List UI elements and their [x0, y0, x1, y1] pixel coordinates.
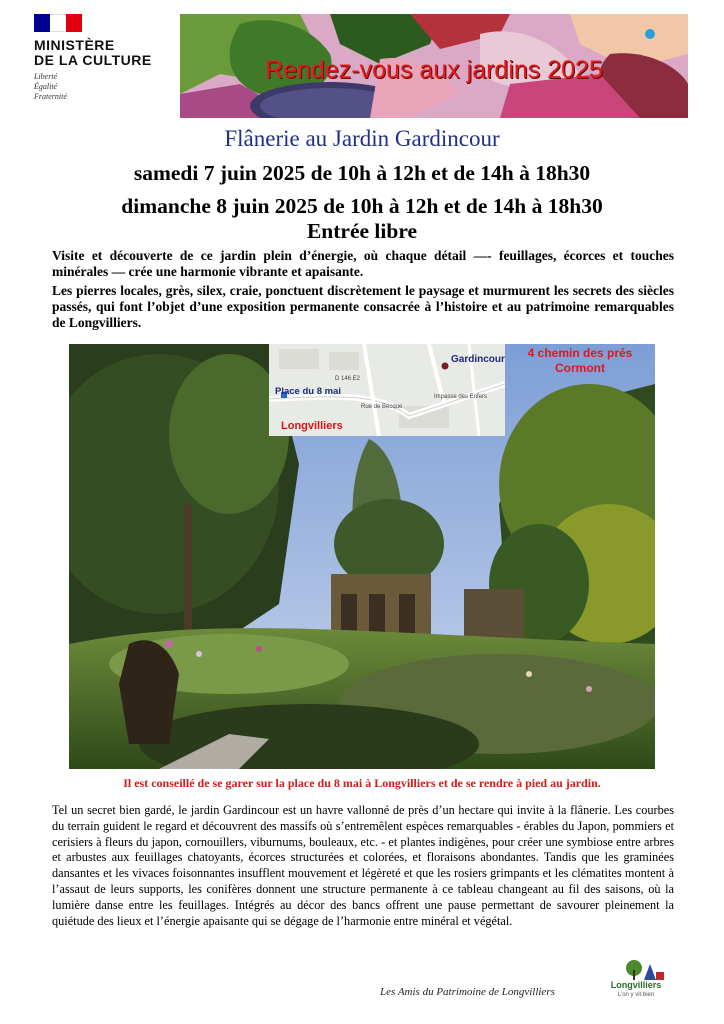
association-name: Les Amis du Patrimoine de Longvilliers	[380, 986, 555, 998]
date-sunday: dimanche 8 juin 2025 de 10h à 12h et de 14h à 18h30	[121, 194, 603, 218]
map-label-longvilliers: Longvilliers	[281, 420, 343, 432]
ministry-logo	[34, 14, 174, 114]
garden-photo	[69, 344, 655, 769]
map-road-d146: D 146 E2	[335, 376, 361, 382]
intro-paragraph-2: Les pierres locales, grès, silex, craie, ponctuent discrètement le paysage et murmurent les secrets des siècles passés, qui font l’objet d’une exposition permanente consacrée à l’histoire et au patrimoine remarquables de Longvilliers.	[52, 283, 674, 330]
town-logo-tagline: L'on y vit bien	[617, 992, 655, 998]
map-label-place: Place du 8 mai	[275, 386, 342, 397]
event-title: Flânerie au Jardin Gardincour	[224, 126, 500, 151]
ministry-name: MINISTÈRE DE LA CULTURE	[34, 37, 152, 68]
address-line-2: Cormont	[555, 361, 605, 375]
longvilliers-logo	[600, 958, 672, 1008]
town-logo-icon	[600, 958, 672, 982]
ministry-motto: Liberté Égalité Fraternité	[34, 72, 67, 101]
date-saturday: samedi 7 juin 2025 de 10h à 12h et de 14h à 18h30	[133, 161, 591, 185]
location-map	[269, 344, 505, 436]
parking-note: Il est conseillé de se garer sur la place du 8 mai à Longvilliers et de se rendre à pied au jardin.	[123, 776, 601, 790]
map-road-enfers: Impasse des Enfers	[434, 394, 488, 400]
entry-info: Entrée libre	[306, 219, 418, 243]
garden-address	[505, 346, 655, 376]
french-flag-icon	[34, 14, 82, 32]
town-logo-name: Longvilliers	[610, 980, 662, 990]
map-road-becque: Rue de Becque	[361, 404, 403, 410]
address-line-1: 4 chemin des prés	[527, 346, 633, 360]
garden-description: Tel un secret bien gardé, le jardin Gardincour est un havre vallonné de près d’un hectare qui invite à la flânerie. Les courbes du terrain guident le regard et découvrent des massifs où s’entremêlent espèces remarquables - érables du Japon, pommiers et cerisiers à fleurs du japon, cornouillers, viburnums, bouleaux, etc. - et plantes indigènes, pour créer une symbiose entre arbres et arbustes aux feuillages chatoyants, écorces structurées et colorées, et floraisons abondantes. Tandis que les graminées dansantes et les vivaces foisonnantes insufflent mouvement et légèreté et que les rosiers grimpants et les clématites montent à l’assaut de leurs supports, les conifères donnent une structure permanente à ce tableau changeant au fil des saisons, où la lumière danse entre les feuillages. Intégrés au décor des bancs offrent une pause permettant de savourer pleinement la quiétude des lieux et l’énergie apaisante qui se dégage de l’harmonie entre minéral et végétal.	[52, 803, 674, 928]
banner-title: Rendez-vous aux jardins 2025	[265, 56, 603, 84]
event-banner	[180, 14, 688, 118]
map-label-gardincour: Gardincour	[451, 354, 505, 365]
intro-paragraph-1: Visite et découverte de ce jardin plein d’énergie, où chaque détail —- feuillages, écorces et touches minérales — crée une harmonie vibrante et apaisante.	[52, 248, 674, 279]
